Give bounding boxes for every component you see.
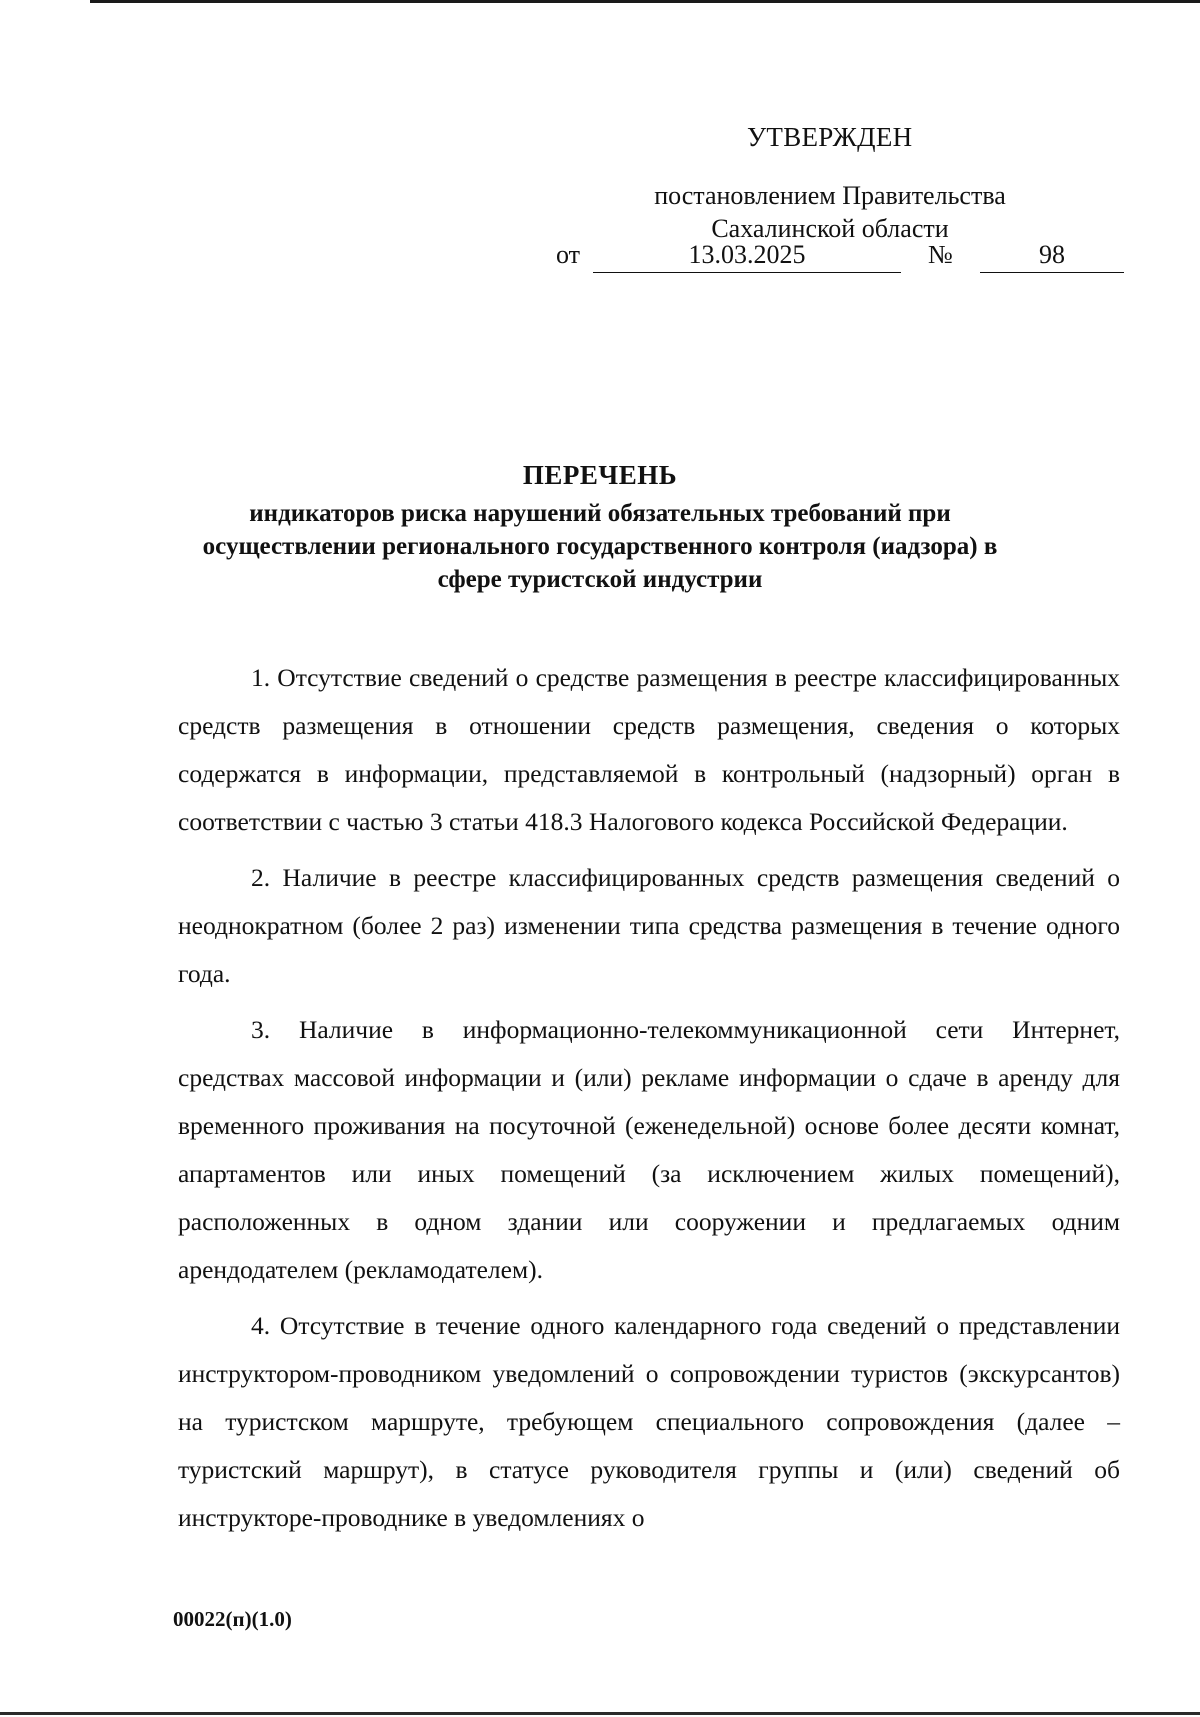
list-item: 2. Наличие в реестре классифицированных средств размещения сведений о неоднократном (более 2 раз) изменении типа средства размещения в течение одного года. <box>178 863 1120 988</box>
approval-line-2: Сахалинской области <box>711 214 949 243</box>
list-item: 4. Отсутствие в течение одного календарного года сведений о представлении инструктором-проводником уведомлений о сопровождении туристов (экскурсантов) на туристском маршруте, требующем специального сопровождения (далее – туристский маршрут), в статусе руководителя группы и (или) сведений об инструкторе-проводнике в уведомлениях о <box>178 1311 1120 1532</box>
document-title: ПЕРЕЧЕНЬ <box>522 460 678 490</box>
list-item: 1. Отсутствие сведений о средстве размещения в реестре классифицированных средств размещения в отношении средств размещения, сведения о которых содержатся в информации, представляемой в контрольный (надзорный) орган в соответствии с частью 3 статьи 418.3 Налогового кодекса Российской Федерации. <box>178 663 1120 836</box>
approval-date: 13.03.2025 <box>593 240 901 273</box>
scan-bottom-edge <box>0 1712 1200 1715</box>
document-body <box>178 654 1120 1550</box>
approval-number: 98 <box>980 240 1124 273</box>
scan-top-edge <box>90 0 1200 3</box>
number-sign: № <box>928 240 953 269</box>
list-item: 3. Наличие в информационно-телекоммуникационной сети Интернет, средствах массовой информации и (или) рекламе информации о сдаче в аренду для временного проживания на посуточной (еженедельной) основе более десяти комнат, апартаментов или иных помещений (за исключением жилых помещений), расположенных в одном здании или сооружении и предлагаемых одним арендодателем (рекламодателем). <box>178 1015 1120 1284</box>
approval-line-1: постановлением Правительства <box>654 181 1006 210</box>
date-prefix: от <box>556 240 581 269</box>
approval-stamp: УТВЕРЖДЕН <box>747 122 913 152</box>
form-code: 00022(п)(1.0) <box>173 1607 292 1631</box>
approval-authority <box>540 179 1120 245</box>
document-subtitle: индикаторов риска нарушений обязательных требований при осуществлении регионального государственного контроля (иадзора) в сфере туристской индустрии <box>202 500 998 593</box>
